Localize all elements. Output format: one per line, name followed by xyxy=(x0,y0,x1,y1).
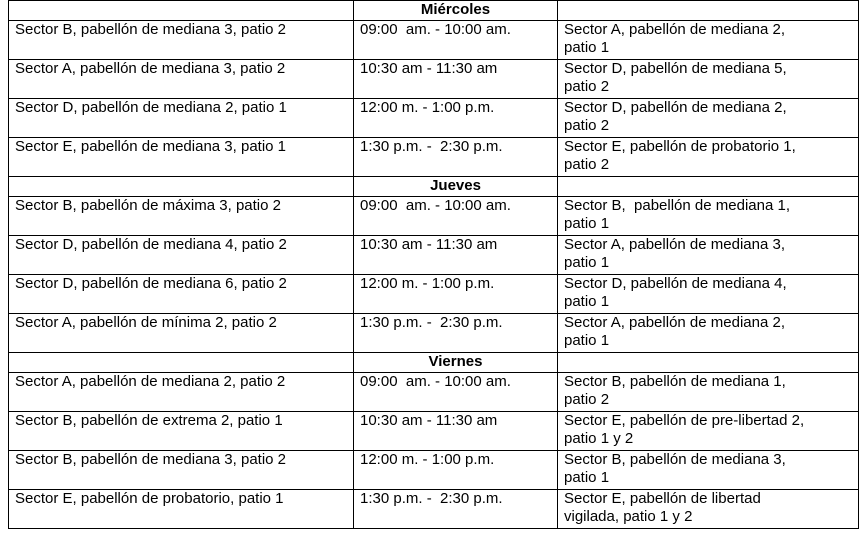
table-row xyxy=(9,197,859,236)
day-header-spacer xyxy=(558,353,859,373)
origin-cell: Sector B, pabellón de mediana 3, patio 2 xyxy=(9,451,354,490)
origin-cell: Sector A, pabellón de mediana 2, patio 2 xyxy=(9,373,354,412)
table-row xyxy=(9,99,859,138)
day-header-spacer xyxy=(558,177,859,197)
destination-cell: Sector D, pabellón de mediana 5, patio 2 xyxy=(558,60,859,99)
destination-cell: Sector B, pabellón de mediana 1, patio 2 xyxy=(558,373,859,412)
origin-cell: Sector B, pabellón de extrema 2, patio 1 xyxy=(9,412,354,451)
day-header-row xyxy=(9,1,859,21)
time-cell: 10:30 am - 11:30 am xyxy=(354,60,558,99)
origin-cell: Sector D, pabellón de mediana 6, patio 2 xyxy=(9,275,354,314)
origin-cell: Sector B, pabellón de máxima 3, patio 2 xyxy=(9,197,354,236)
destination-cell: Sector D, pabellón de mediana 4, patio 1 xyxy=(558,275,859,314)
destination-cell: Sector E, pabellón de pre-libertad 2, patio 1 y 2 xyxy=(558,412,859,451)
origin-cell: Sector D, pabellón de mediana 4, patio 2 xyxy=(9,236,354,275)
visit-schedule-table xyxy=(8,0,859,529)
time-cell: 09:00 am. - 10:00 am. xyxy=(354,373,558,412)
time-cell: 09:00 am. - 10:00 am. xyxy=(354,21,558,60)
time-cell: 1:30 p.m. - 2:30 p.m. xyxy=(354,490,558,529)
origin-cell: Sector A, pabellón de mínima 2, patio 2 xyxy=(9,314,354,353)
time-cell: 12:00 m. - 1:00 p.m. xyxy=(354,451,558,490)
origin-cell: Sector B, pabellón de mediana 3, patio 2 xyxy=(9,21,354,60)
table-row xyxy=(9,21,859,60)
day-header-spacer xyxy=(9,177,354,197)
day-header-row xyxy=(9,177,859,197)
origin-cell: Sector E, pabellón de probatorio, patio 1 xyxy=(9,490,354,529)
day-header-spacer xyxy=(558,1,859,21)
destination-cell: Sector A, pabellón de mediana 3, patio 1 xyxy=(558,236,859,275)
table-row xyxy=(9,236,859,275)
time-cell: 10:30 am - 11:30 am xyxy=(354,412,558,451)
table-row xyxy=(9,60,859,99)
time-cell: 12:00 m. - 1:00 p.m. xyxy=(354,99,558,138)
destination-cell: Sector B, pabellón de mediana 3, patio 1 xyxy=(558,451,859,490)
origin-cell: Sector A, pabellón de mediana 3, patio 2 xyxy=(9,60,354,99)
origin-cell: Sector D, pabellón de mediana 2, patio 1 xyxy=(9,99,354,138)
destination-cell: Sector E, pabellón de probatorio 1, patio 2 xyxy=(558,138,859,177)
time-cell: 1:30 p.m. - 2:30 p.m. xyxy=(354,314,558,353)
destination-cell: Sector B, pabellón de mediana 1, patio 1 xyxy=(558,197,859,236)
destination-cell: Sector A, pabellón de mediana 2, patio 1 xyxy=(558,21,859,60)
table-row xyxy=(9,314,859,353)
time-cell: 09:00 am. - 10:00 am. xyxy=(354,197,558,236)
table-row xyxy=(9,412,859,451)
origin-cell: Sector E, pabellón de mediana 3, patio 1 xyxy=(9,138,354,177)
destination-cell: Sector E, pabellón de libertad vigilada, patio 1 y 2 xyxy=(558,490,859,529)
day-header-spacer xyxy=(9,1,354,21)
table-row xyxy=(9,373,859,412)
time-cell: 10:30 am - 11:30 am xyxy=(354,236,558,275)
destination-cell: Sector A, pabellón de mediana 2, patio 1 xyxy=(558,314,859,353)
day-label: Viernes xyxy=(354,353,558,373)
day-header-spacer xyxy=(9,353,354,373)
day-header-row xyxy=(9,353,859,373)
day-label: Jueves xyxy=(354,177,558,197)
table-row xyxy=(9,275,859,314)
time-cell: 1:30 p.m. - 2:30 p.m. xyxy=(354,138,558,177)
time-cell: 12:00 m. - 1:00 p.m. xyxy=(354,275,558,314)
table-row xyxy=(9,451,859,490)
day-label: Miércoles xyxy=(354,1,558,21)
table-row xyxy=(9,490,859,529)
destination-cell: Sector D, pabellón de mediana 2, patio 2 xyxy=(558,99,859,138)
table-row xyxy=(9,138,859,177)
